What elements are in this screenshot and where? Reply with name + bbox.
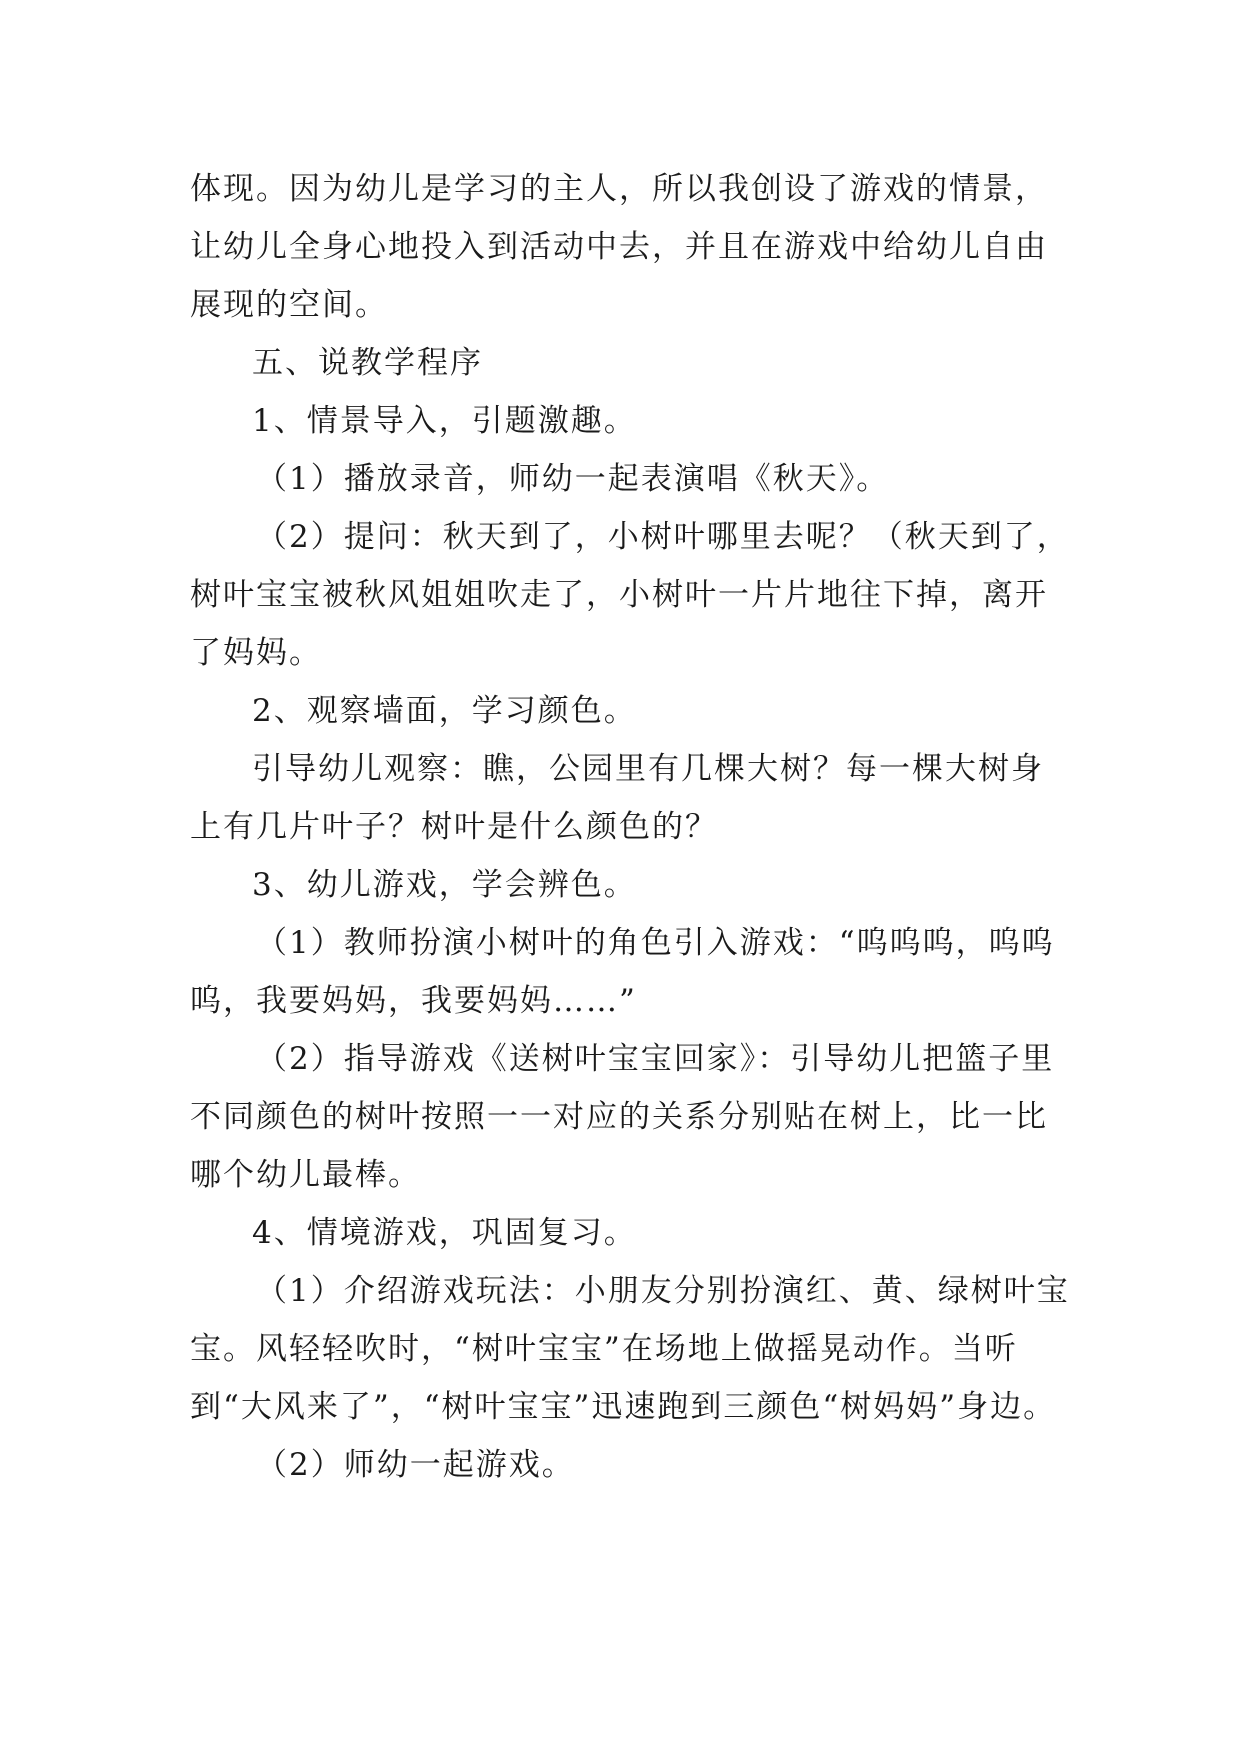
- step-1-heading: 1、情景导入，引题激趣。: [252, 403, 637, 439]
- step-4-item-1: （1）介绍游戏玩法：小朋友分别扮演红、黄、绿树叶宝宝。风轻轻吹时，“树叶宝宝”在场地上做摇晃动作。当听到“大风来了”，“树叶宝宝”迅速跑到三颜色“树妈妈”身边。: [190, 1273, 1070, 1425]
- document-body: [190, 160, 1070, 1494]
- step-3-heading: 3、幼儿游戏，学会辨色。: [252, 867, 637, 903]
- step-3-item-2: （2）指导游戏《送树叶宝宝回家》：引导幼儿把篮子里不同颜色的树叶按照一一对应的关系分别贴在树上，比一比哪个幼儿最棒。: [190, 1041, 1055, 1193]
- step-1-item-2: （2）提问：秋天到了，小树叶哪里去呢？（秋天到了，树叶宝宝被秋风姐姐吹走了，小树叶一片片地往下掉，离开了妈妈。: [190, 519, 1070, 671]
- step-4-heading: 4、情境游戏，巩固复习。: [252, 1215, 637, 1251]
- section-heading-teaching-procedure: 五、说教学程序: [252, 345, 483, 381]
- step-2-body: 引导幼儿观察：瞧，公园里有几棵大树？每一棵大树身上有几片叶子？树叶是什么颜色的？: [190, 751, 1044, 845]
- step-2-heading: 2、观察墙面，学习颜色。: [252, 693, 637, 729]
- step-4-item-2: （2）师幼一起游戏。: [256, 1447, 575, 1483]
- step-1-item-1: （1）播放录音，师幼一起表演唱《秋天》。: [256, 461, 890, 497]
- paragraph-intro: 体现。因为幼儿是学习的主人，所以我创设了游戏的情景，让幼儿全身心地投入到活动中去，并且在游戏中给幼儿自由展现的空间。: [190, 171, 1048, 323]
- step-3-item-1: （1）教师扮演小树叶的角色引入游戏：“呜呜呜，呜呜呜，我要妈妈，我要妈妈……”: [190, 925, 1055, 1019]
